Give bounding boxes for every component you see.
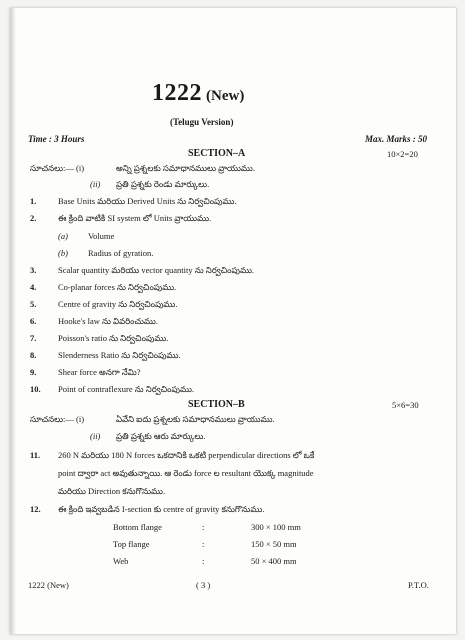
sub-item-text: Volume xyxy=(88,231,115,241)
question-text: Slenderness Ratio ను నిర్వచింపుము. xyxy=(58,350,181,360)
footer-code: 1222 (New) xyxy=(28,580,69,590)
time-label: Time : 3 Hours xyxy=(28,134,85,144)
version-label: (Telugu Version) xyxy=(170,117,234,127)
question-number: 6. xyxy=(30,316,37,326)
section-b-note-ii-label: (ii) xyxy=(90,431,101,441)
question-text-line-1: 260 N మరియు 180 N forces ఒకదానికి ఒకటి perpendicular directions లో ఒకే xyxy=(58,450,315,460)
sub-item-label: (a) xyxy=(58,231,68,241)
question-number: 4. xyxy=(30,282,37,292)
exam-paper xyxy=(10,8,456,634)
question-text: ఈ క్రింది వాటికి SI system లో Units వ్రాయుము. xyxy=(58,213,212,223)
paper-edition: (New) xyxy=(206,88,245,104)
question-number: 11. xyxy=(30,450,41,460)
section-a-title: SECTION–A xyxy=(188,148,246,159)
question-text: Hooke's law ను వివరించుము. xyxy=(58,316,158,326)
table-cell-value: 300 × 100 mm xyxy=(251,522,301,532)
table-cell-value: 150 × 50 mm xyxy=(251,539,297,549)
paper-edge-shadow xyxy=(10,8,16,634)
question-number: 12. xyxy=(30,504,41,514)
paper-code-heading xyxy=(152,80,244,107)
section-b-marks: 5×6=30 xyxy=(392,400,419,410)
table-cell-colon: : xyxy=(202,539,205,549)
question-text-line-2: point ద్వారా act అవుతున్నాయి. ఆ రెండు force ల resultant యొక్క magnitude xyxy=(58,468,314,478)
table-cell-colon: : xyxy=(202,522,205,532)
section-a-note-label: సూచనలు:— (i) xyxy=(30,163,85,173)
table-cell-name: Top flange xyxy=(113,539,150,549)
sub-item-label: (b) xyxy=(58,248,68,258)
question-number: 7. xyxy=(30,333,37,343)
section-a-note-ii: ప్రతి ప్రశ్నకు రెండు మార్కులు. xyxy=(116,179,210,189)
question-number: 5. xyxy=(30,299,37,309)
question-text: Scalar quantity మరియు vector quantity ను నిర్వచింపుము. xyxy=(58,265,255,275)
question-text: Point of contraflexure ను నిర్వచింపుము. xyxy=(58,384,195,394)
question-text-line-3: మరియు Direction కనుగొనుము. xyxy=(58,486,166,496)
section-b-note-ii: ప్రతి ప్రశ్నకు ఆరు మార్కులు. xyxy=(116,431,206,441)
section-a-marks: 10×2=20 xyxy=(387,149,418,159)
question-number: 10. xyxy=(30,384,41,394)
footer-page-number: ( 3 ) xyxy=(196,580,211,590)
question-number: 2. xyxy=(30,213,37,223)
max-marks-label: Max. Marks : 50 xyxy=(365,134,428,144)
section-b-note-i: ఏవేని ఐదు ప్రశ్నలకు సమాధానములు వ్రాయుము. xyxy=(116,414,275,424)
section-a-note-i: అన్ని ప్రశ్నలకు సమాధానములు వ్రాయుము. xyxy=(116,163,255,173)
question-number: 3. xyxy=(30,265,37,275)
section-b-title: SECTION–B xyxy=(188,399,245,410)
question-number: 1. xyxy=(30,196,37,206)
table-cell-colon: : xyxy=(202,556,205,566)
footer-pto: P.T.O. xyxy=(408,580,429,590)
sub-item-text: Radius of gyration. xyxy=(88,248,154,258)
question-text: Shear force అనగా నేమి? xyxy=(58,367,141,377)
question-number: 8. xyxy=(30,350,37,360)
table-cell-value: 50 × 400 mm xyxy=(251,556,297,566)
question-text: Co-planar forces ను నిర్వచింపుము. xyxy=(58,282,177,292)
section-b-note-label: సూచనలు:— (i) xyxy=(30,414,85,424)
question-text: ఈ క్రింది ఇవ్వబడిన I-section కు centre of gravity కనుగొనుము. xyxy=(58,504,265,514)
table-cell-name: Bottom flange xyxy=(113,522,162,532)
table-cell-name: Web xyxy=(113,556,129,566)
question-text: Base Units మరియు Derived Units ను నిర్వచింపుము. xyxy=(58,196,237,206)
section-a-note-ii-label: (ii) xyxy=(90,179,101,189)
question-text: Poisson's ratio ను నిర్వచింపుము. xyxy=(58,333,169,343)
question-number: 9. xyxy=(30,367,37,377)
paper-code: 1222 xyxy=(152,80,202,106)
question-text: Centre of gravity ను నిర్వచింపుము. xyxy=(58,299,178,309)
